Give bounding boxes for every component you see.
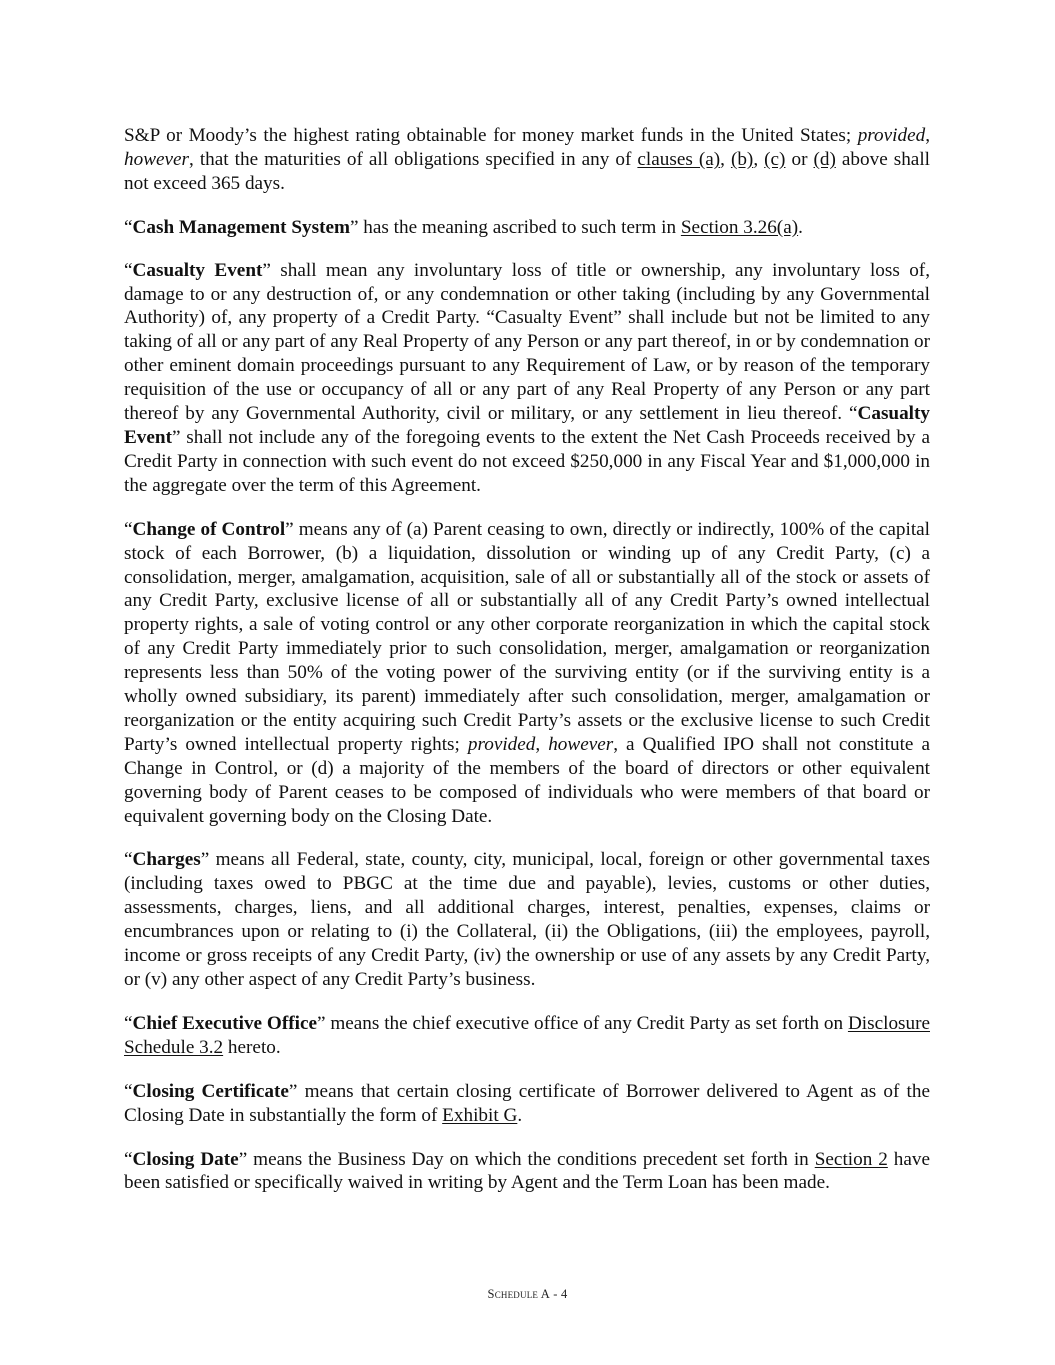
- text: .: [517, 1104, 523, 1126]
- definition-charges: [124, 848, 930, 991]
- text: or: [785, 148, 814, 170]
- definition-change-of-control: [124, 518, 930, 829]
- section-reference: Section 2: [814, 1148, 888, 1170]
- defined-term: Chief Executive Office: [132, 1012, 317, 1034]
- italic-provided: provided: [467, 733, 536, 755]
- footer-separator: -: [549, 1287, 561, 1301]
- exhibit-reference: Exhibit G: [442, 1104, 518, 1126]
- definition-text: ” means all Federal, state, county, city, municipal, local, foreign or other governmental taxes (including taxes owed to PBGC at the time due and payable), levies, customs or other duties, assessments, charges, liens, and all additional charges, interest, penalties, expenses, claims or encumbrances upon or relating to (i) the Collateral, (ii) the Obligations, (iii) the employees, payroll, income or gross receipts of any Credit Party, (iv) the ownership or use of any assets by any Credit Party, or (v) any other aspect of any Credit Party’s business.: [124, 849, 930, 990]
- page-number: 4: [560, 1287, 568, 1301]
- quote-mark: “: [124, 1080, 133, 1102]
- italic-however: however: [548, 733, 614, 755]
- defined-term-repeat: Casualty Event: [124, 403, 930, 448]
- page-footer: [0, 1287, 1055, 1302]
- definition-cash-management-system: [124, 216, 930, 240]
- definition-text: , a Qualified IPO shall not constitute a Change in Control, or (d) a majority of the members of the board of directors or other equivalent governing body of Parent ceases to be composed of individuals who were members of that board or equivalent governing body on the Closing Date.: [124, 733, 930, 827]
- quote-mark: “: [124, 1012, 133, 1034]
- text: ,: [753, 148, 765, 170]
- quote-mark: “: [124, 216, 133, 238]
- section-reference: Section 3.26(a): [680, 216, 799, 238]
- text: above shall not exceed 365 days.: [124, 148, 930, 194]
- definition-closing-date: [124, 1148, 930, 1196]
- definition-text: have been satisfied or specifically waived in writing by Agent and the Term Loan has been made.: [124, 1148, 930, 1194]
- clause-reference-b: (b): [730, 148, 754, 170]
- text: ,: [720, 148, 731, 170]
- definition-text: ” means any of (a) Parent ceasing to own, directly or indirectly, 100% of the capital stock of each Borrower, (b) a liquidation, dissolution or winding up of any Credit Party, (c) a consolidation, merger, amalgamation, acquisition, sale of all or substantially all of the stock or assets of any Credit Party, exclusive license of all or substantially all of any Credit Party’s owned intellectual property rights, a sale of voting control or any other corporate reorganization in which the capital stock of any Credit Party immediately prior to such consolidation, merger, amalgamation or reorganization represents less than 50% of the voting power of the surviving entity (or if the surviving entity is a wholly owned subsidiary, its parent) immediately after such consolidation, merger, amalgamation or reorganization or the entity acquiring such Credit Party’s assets or the exclusive license to such Credit Party’s owned intellectual property rights;: [124, 518, 931, 755]
- schedule-reference: Disclosure Schedule 3.2: [124, 1012, 930, 1058]
- definition-text: ” shall not include any of the foregoing events to the extent the Net Cash Proceeds received by a Credit Party in connection with such event do not exceed $250,000 in any Fiscal Year and $1,000,000 in the aggregate over the term of this Agreement.: [124, 426, 930, 496]
- text: .: [798, 216, 803, 238]
- quote-mark: “: [124, 849, 133, 871]
- defined-term: Change of Control: [132, 518, 286, 540]
- clause-reference-d: (d): [813, 148, 836, 170]
- definition-text: ” means the chief executive office of any Credit Party as set forth on: [316, 1012, 848, 1034]
- quote-mark: “: [124, 518, 133, 540]
- defined-term: Charges: [132, 849, 201, 871]
- definition-closing-certificate: [124, 1080, 930, 1128]
- defined-term: Closing Date: [132, 1148, 239, 1170]
- defined-term: Casualty Event: [132, 259, 263, 281]
- definition-casualty-event: [124, 259, 930, 498]
- definition-text: ” means that certain closing certificate of Borrower delivered to Agent as of the Closing Date in substantially the form of: [124, 1080, 930, 1126]
- quote-mark: “: [124, 1148, 133, 1170]
- defined-term: Cash Management System: [132, 216, 350, 238]
- italic-however: however: [124, 148, 190, 170]
- quote-mark: “: [124, 259, 133, 281]
- text: ,: [925, 125, 930, 146]
- paragraph-cash-equivalents-continued: [124, 124, 930, 196]
- text: , that the maturities of all obligations specified in any of: [189, 148, 638, 170]
- defined-term: Closing Certificate: [132, 1080, 289, 1102]
- definition-text: ” shall mean any involuntary loss of title or ownership, any involuntary loss of, damage to or any destruction of, or any condemnation or other taking (including by any Governmental Authority) of, any property of a Credit Party. “Casualty Event” shall include but not be limited to any taking of all or any part of any Real Property of any Person or any part thereof, in or by condemnation or other eminent domain proceedings pursuant to any Requirement of Law, or by reason of the temporary requisition of the use or occupancy of all or any part of any Real Property of any Person or any part thereof by any Governmental Authority, civil or military, or any settlement in lieu thereof. “: [124, 259, 930, 425]
- document-body: [124, 124, 930, 1215]
- clause-reference-c: (c): [764, 148, 786, 170]
- definition-text: ” has the meaning ascribed to such term in: [349, 216, 681, 238]
- text: ,: [535, 733, 549, 755]
- definition-text: ” means the Business Day on which the conditions precedent set forth in: [238, 1148, 815, 1170]
- footer-schedule-label: Schedule A: [487, 1287, 550, 1301]
- text: hereto.: [223, 1036, 281, 1058]
- clause-reference-a: clauses (a): [637, 148, 721, 170]
- italic-provided: provided: [857, 125, 926, 146]
- definition-chief-executive-office: [124, 1012, 930, 1060]
- text: S&P or Moody’s the highest rating obtainable for money market funds in the United States;: [124, 125, 858, 146]
